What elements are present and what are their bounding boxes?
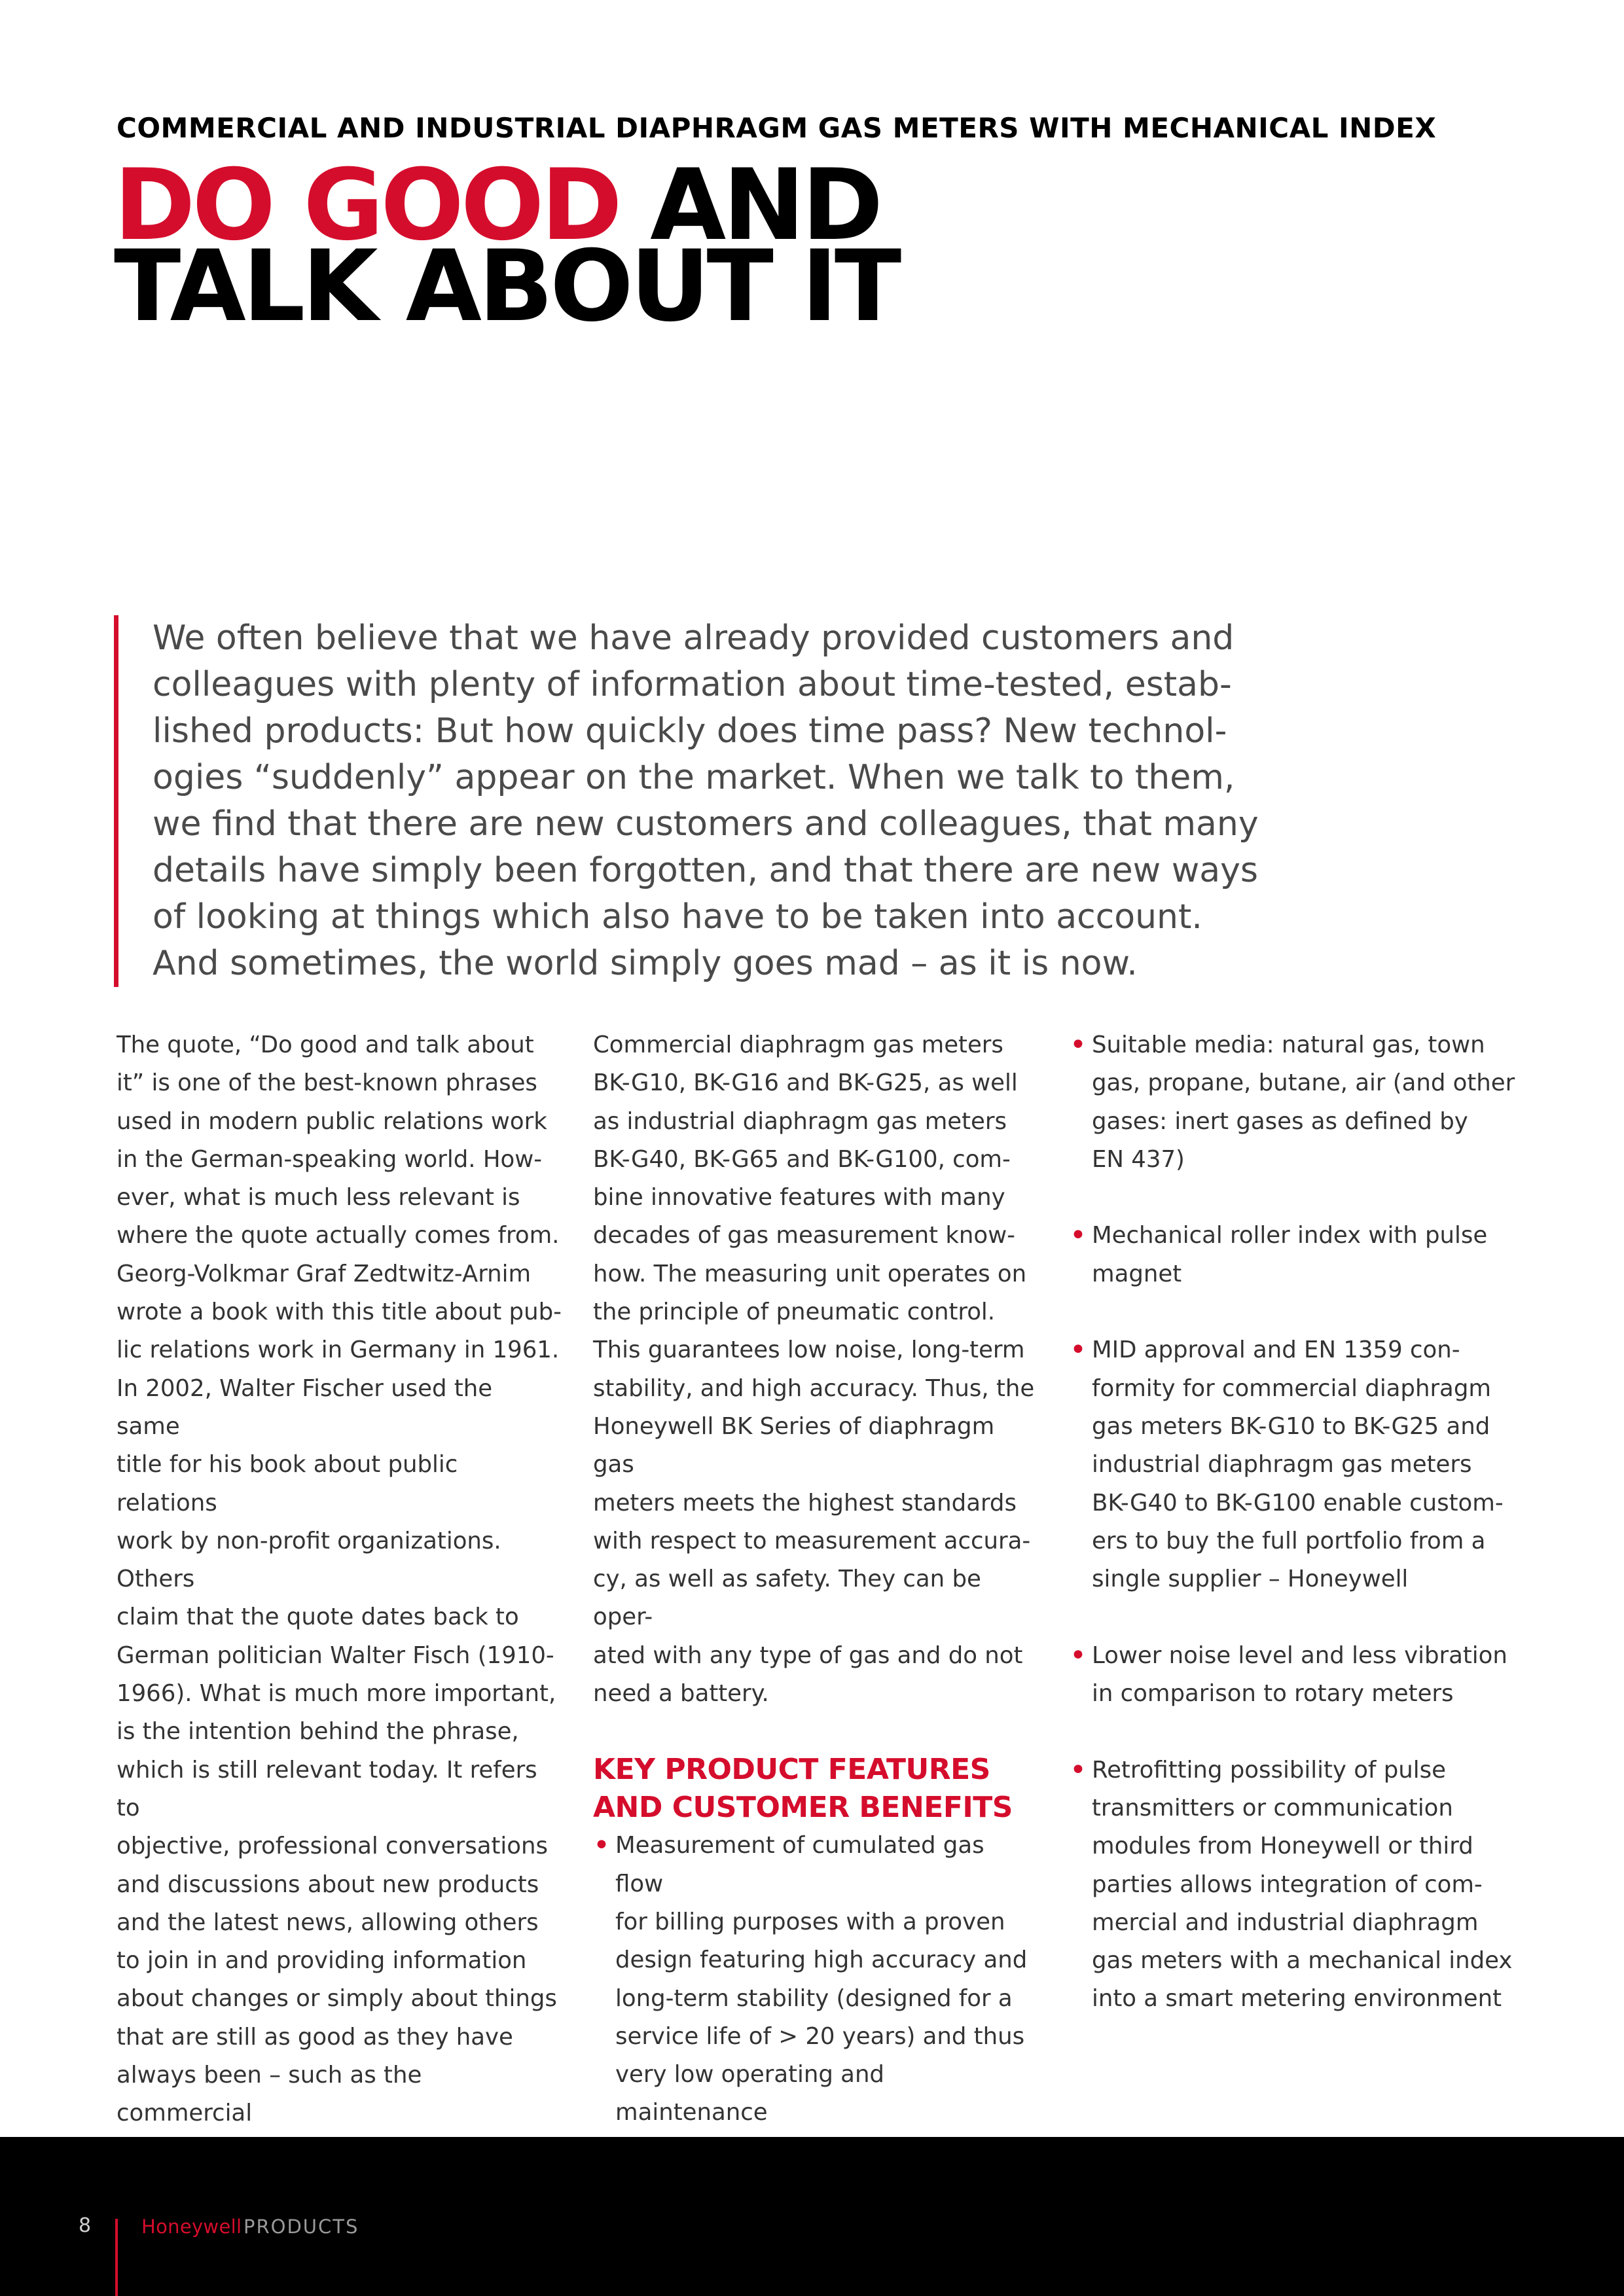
- text-line: gas meters with a mechanical index: [1092, 1947, 1513, 1975]
- page-number: 8: [79, 2214, 92, 2237]
- text-line: stability, and high accuracy. Thus, the: [593, 1374, 1035, 1402]
- text-line: is the intention behind the phrase,: [117, 1718, 519, 1746]
- feature-item: [1070, 1637, 1521, 1713]
- text-line: Suitable media: natural gas, town: [1092, 1031, 1485, 1058]
- text-line: for billing purposes with a proven: [615, 1908, 1005, 1935]
- quote-line: we find that there are new customers and colleagues, that many: [153, 804, 1259, 844]
- text-line: This guarantees low noise, long-term: [593, 1336, 1025, 1364]
- text-line: lic relations work in Germany in 1961.: [117, 1336, 560, 1364]
- text-line: into a smart metering environment: [1092, 1985, 1502, 2013]
- feature-item: [1070, 1217, 1521, 1293]
- text-line: it” is one of the best-known phrases: [117, 1069, 537, 1097]
- text-line: to join in and providing information: [117, 1947, 527, 1975]
- quote-line: details have simply been forgotten, and that there are new ways: [153, 851, 1258, 890]
- footer-divider: [115, 2219, 118, 2296]
- text-line: magnet: [1092, 1260, 1182, 1287]
- text-line: formity for commercial diaphragm: [1092, 1374, 1491, 1402]
- text-line: wrote a book with this title about pub-: [117, 1299, 562, 1326]
- text-line: and the latest news, allowing others: [117, 1909, 539, 1936]
- text-line: meters meets the highest standards: [593, 1489, 1017, 1516]
- text-line: BK-G10, BK-G16 and BK-G25, as well: [593, 1069, 1018, 1097]
- text-line: and discussions about new products: [117, 1871, 539, 1898]
- text-line: need a battery.: [593, 1680, 769, 1708]
- text-line: single supplier – Honeywell: [1092, 1566, 1409, 1593]
- text-line: gas meters BK-G10 to BK-G25 and: [1092, 1412, 1490, 1440]
- text-line: in the German-speaking world. How-: [117, 1145, 543, 1173]
- page-headline: [114, 149, 899, 344]
- quote-line: of looking at things which also have to be taken into account.: [153, 897, 1202, 937]
- text-line: which is still relevant today. It refers to: [117, 1756, 537, 1821]
- text-line: Lower noise level and less vibration: [1092, 1641, 1507, 1669]
- column-product-description: [593, 1026, 1038, 2208]
- text-line: ever, what is much less relevant is: [117, 1184, 520, 1211]
- text-line: where the quote actually comes from.: [117, 1222, 560, 1249]
- column-feature-list: [1070, 1026, 1521, 2018]
- section-label: PRODUCTS: [244, 2215, 359, 2238]
- bullet-icon: •: [1070, 1753, 1087, 1787]
- quote-line: ogies “suddenly” appear on the market. When we talk to them,: [153, 758, 1235, 797]
- quote-line: And sometimes, the world simply goes mad – as it is now.: [153, 944, 1138, 983]
- text-line: parties allows integration of com-: [1092, 1871, 1483, 1898]
- page-footer: [0, 2137, 1624, 2296]
- text-line: very low operating and maintenance: [615, 2061, 884, 2126]
- text-line: the principle of pneumatic control.: [593, 1299, 996, 1326]
- text-line: Mechanical roller index with pulse: [1092, 1222, 1488, 1249]
- text-line: with respect to measurement accura-: [593, 1527, 1031, 1554]
- quote-text: [153, 615, 1312, 987]
- bullet-icon: •: [1070, 1638, 1087, 1672]
- quote-line: lished products: But how quickly does time pass? New technol-: [153, 711, 1227, 751]
- text-line: The quote, “Do good and talk about: [117, 1031, 534, 1058]
- kicker-heading: COMMERCIAL AND INDUSTRIAL DIAPHRAGM GAS METERS WITH MECHANICAL INDEX: [117, 112, 1437, 144]
- text-line: in comparison to rotary meters: [1092, 1680, 1454, 1708]
- intro-paragraph: [117, 1026, 562, 2209]
- headline-black-part: AND: [619, 149, 880, 262]
- text-line: that are still as good as they have: [117, 2023, 513, 2051]
- text-line: used in modern public relations work: [117, 1107, 547, 1135]
- text-line: MID approval and EN 1359 con-: [1092, 1336, 1460, 1364]
- feature-list: [1070, 1026, 1521, 2018]
- text-line: modules from Honeywell or third: [1092, 1833, 1473, 1860]
- bullet-icon: •: [593, 1829, 610, 1863]
- text-line: service life of > 20 years) and thus: [615, 2022, 1025, 2050]
- text-line: Honeywell BK Series of diaphragm gas: [593, 1412, 995, 1479]
- text-line: Georg-Volkmar Graf Zedtwitz-Arnim: [117, 1260, 532, 1287]
- column-intro: [117, 1026, 562, 2209]
- text-line: EN 437): [1092, 1145, 1185, 1173]
- text-line: industrial diaphragm gas meters: [1092, 1451, 1472, 1479]
- text-line: objective, professional conversations: [117, 1833, 548, 1860]
- text-line: gas, propane, butane, air (and other: [1092, 1069, 1515, 1097]
- heading-line: KEY PRODUCT FEATURES: [593, 1753, 990, 1787]
- text-line: title for his book about public relations: [117, 1451, 458, 1516]
- text-line: about changes or simply about things: [117, 1985, 557, 2013]
- text-line: how. The measuring unit operates on: [593, 1260, 1027, 1287]
- key-features-heading: [593, 1751, 1038, 1827]
- text-line: German politician Walter Fisch (1910-: [117, 1641, 554, 1669]
- text-line: as industrial diaphragm gas meters: [593, 1107, 1007, 1135]
- text-line: In 2002, Walter Fischer used the same: [117, 1374, 493, 1440]
- heading-line: AND CUSTOMER BENEFITS: [593, 1791, 1013, 1825]
- feature-item: [1070, 1751, 1521, 2018]
- text-line: transmitters or communication: [1092, 1794, 1453, 1821]
- text-line: always been – such as the commercial: [117, 2062, 422, 2127]
- text-line: BK-G40 to BK-G100 enable custom-: [1092, 1489, 1504, 1516]
- quote-line: colleagues with plenty of information about time-tested, estab-: [153, 665, 1232, 704]
- bullet-icon: •: [1070, 1028, 1087, 1062]
- text-line: long-term stability (designed for a: [615, 1984, 1013, 2012]
- feature-item: [1070, 1331, 1521, 1598]
- text-line: claim that the quote dates back to: [117, 1604, 519, 1631]
- text-line: cy, as well as safety. They can be oper-: [593, 1566, 981, 1631]
- brand-name: Honeywell: [141, 2215, 242, 2238]
- bullet-icon: •: [1070, 1333, 1087, 1367]
- text-line: ers to buy the full portfolio from a: [1092, 1527, 1486, 1554]
- pull-quote: [114, 615, 1312, 987]
- text-line: bine innovative features with many: [593, 1184, 1005, 1211]
- text-line: 1966). What is much more important,: [117, 1680, 556, 1708]
- text-line: Measurement of cumulated gas flow: [615, 1832, 984, 1897]
- text-line: mercial and industrial diaphragm: [1092, 1909, 1479, 1936]
- feature-item: [1070, 1026, 1521, 1179]
- text-line: Retrofitting possibility of pulse: [1092, 1756, 1446, 1784]
- text-line: work by non-profit organizations. Others: [117, 1527, 501, 1593]
- product-paragraph: [593, 1026, 1038, 1713]
- headline-red-part: DO GOOD: [114, 149, 619, 262]
- bullet-icon: •: [1070, 1219, 1087, 1253]
- text-line: ated with any type of gas and do not: [593, 1641, 1023, 1669]
- text-line: gases: inert gases as defined by: [1092, 1107, 1468, 1135]
- text-line: design featuring high accuracy and: [615, 1946, 1028, 1974]
- quote-line: We often believe that we have already provided customers and: [153, 619, 1235, 658]
- text-line: Commercial diaphragm gas meters: [593, 1031, 1003, 1058]
- text-line: decades of gas measurement know-: [593, 1222, 1015, 1249]
- headline-second-line: TALK ABOUT IT: [114, 230, 899, 344]
- text-line: BK-G40, BK-G65 and BK-G100, com-: [593, 1145, 1011, 1173]
